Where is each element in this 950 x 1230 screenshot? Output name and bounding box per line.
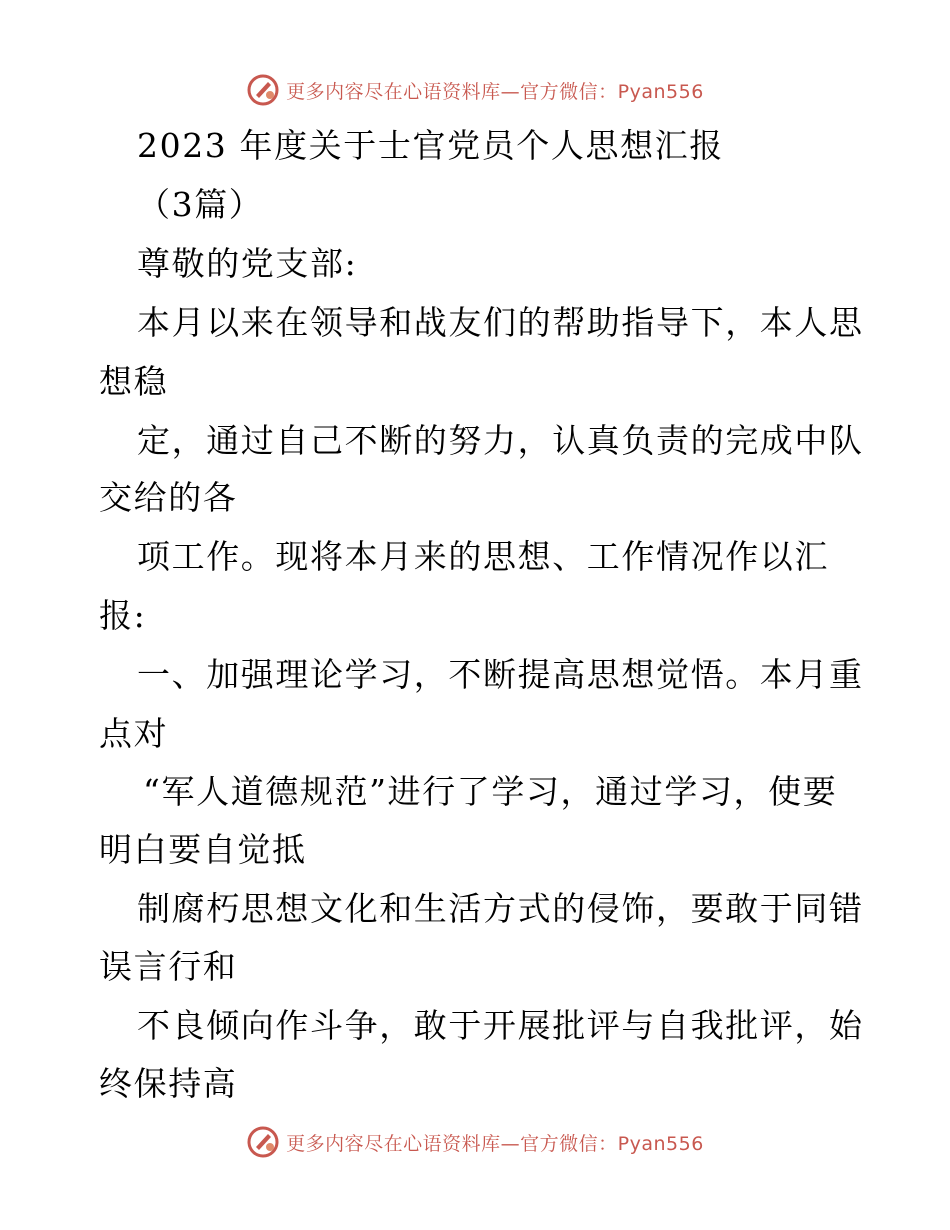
logo-mark-icon <box>246 1125 280 1159</box>
body-line: 点对 <box>99 714 169 753</box>
header-watermark <box>0 70 950 110</box>
document-subtitle: （3篇） <box>137 185 264 224</box>
salutation: 尊敬的党支部: <box>137 244 358 283</box>
body-line: 定，通过自己不断的努力，认真负责的完成中队 <box>137 421 864 460</box>
body-line: “军人道德规范”进行了学习，通过学习，使要 <box>143 772 838 811</box>
footer-watermark <box>0 1122 950 1162</box>
body-line: 项工作。现将本月来的思想、工作情况作以汇 <box>137 537 829 576</box>
watermark-text: 更多内容尽在心语资料库—官方微信：Pyan556 <box>286 1132 704 1155</box>
body-line: 误言行和 <box>99 947 238 986</box>
body-line: 明白要自觉抵 <box>99 830 307 869</box>
body-line: 终保持高 <box>99 1064 238 1103</box>
logo-mark-icon <box>246 73 280 107</box>
body-line: 本月以来在领导和战友们的帮助指导下，本人思 <box>137 303 864 342</box>
document-title: 2023 年度关于士官党员个人思想汇报 <box>137 126 724 165</box>
body-line: 不良倾向作斗争，敢于开展批评与自我批评，始 <box>137 1006 864 1045</box>
body-line: 制腐朽思想文化和生活方式的侵饰，要敢于同错 <box>137 889 864 928</box>
body-line: 一、加强理论学习，不断提高思想觉悟。本月重 <box>137 655 864 694</box>
body-line: 交给的各 <box>99 478 238 517</box>
body-line: 报: <box>99 596 147 635</box>
watermark-text: 更多内容尽在心语资料库—官方微信：Pyan556 <box>286 80 704 103</box>
body-line: 想稳 <box>99 362 169 401</box>
